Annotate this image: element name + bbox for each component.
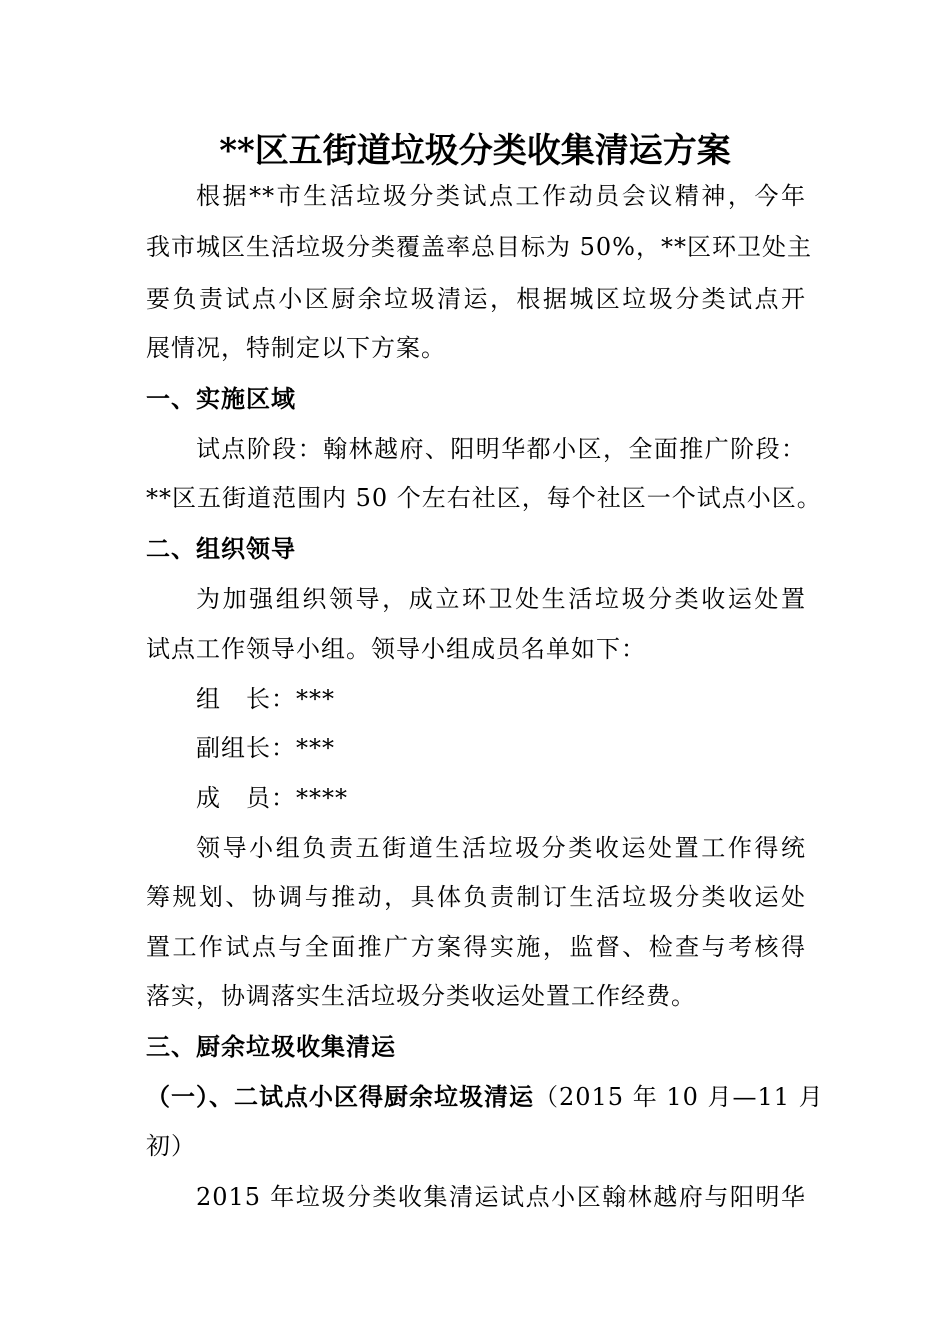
section-3-heading: 三、厨余垃圾收集清运: [146, 1032, 396, 1061]
member-deputy: 副组长：***: [196, 734, 335, 762]
sub-heading-1-date: （2015 年 10 月—11 月: [534, 1083, 824, 1111]
intro-line-4: 展情况，特制定以下方案。: [146, 334, 446, 362]
section-3-body-line-1: 2015 年垃圾分类收集清运试点小区翰林越府与阳明华: [196, 1183, 806, 1211]
section-1-line-1: 试点阶段：翰林越府、阳明华都小区，全面推广阶段：: [196, 435, 806, 463]
sub-heading-1-cont: 初）: [146, 1132, 196, 1160]
duties-line-4: 落实，协调落实生活垃圾分类收运处置工作经费。: [146, 982, 696, 1010]
section-1-line-2: **区五街道范围内 50 个左右社区，每个社区一个试点小区。: [146, 484, 822, 512]
duties-line-1: 领导小组负责五街道生活垃圾分类收运处置工作得统: [196, 834, 806, 862]
intro-line-3: 要负责试点小区厨余垃圾清运，根据城区垃圾分类试点开: [146, 285, 806, 313]
sub-heading-1: [146, 1080, 824, 1114]
duties-line-3: 置工作试点与全面推广方案得实施，监督、检查与考核得: [146, 933, 806, 961]
section-2-line-1: 为加强组织领导，成立环卫处生活垃圾分类收运处置: [196, 585, 806, 613]
section-1-heading: 一、实施区域: [146, 384, 296, 413]
intro-line-2: 我市城区生活垃圾分类覆盖率总目标为 50%，**区环卫处主: [146, 233, 812, 261]
member-members: 成 员：****: [196, 784, 348, 812]
section-2-line-2: 试点工作领导小组。领导小组成员名单如下：: [146, 635, 646, 663]
sub-heading-1-bold: （一）、二试点小区得厨余垃圾清运: [146, 1082, 534, 1111]
duties-line-2: 筹规划、协调与推动，具体负责制订生活垃圾分类收运处: [146, 883, 806, 911]
intro-line-1: 根据**市生活垃圾分类试点工作动员会议精神，今年: [196, 182, 806, 210]
section-2-heading: 二、组织领导: [146, 534, 296, 563]
member-leader: 组 长：***: [196, 685, 335, 713]
document-title: **区五街道垃圾分类收集清运方案: [219, 131, 731, 171]
